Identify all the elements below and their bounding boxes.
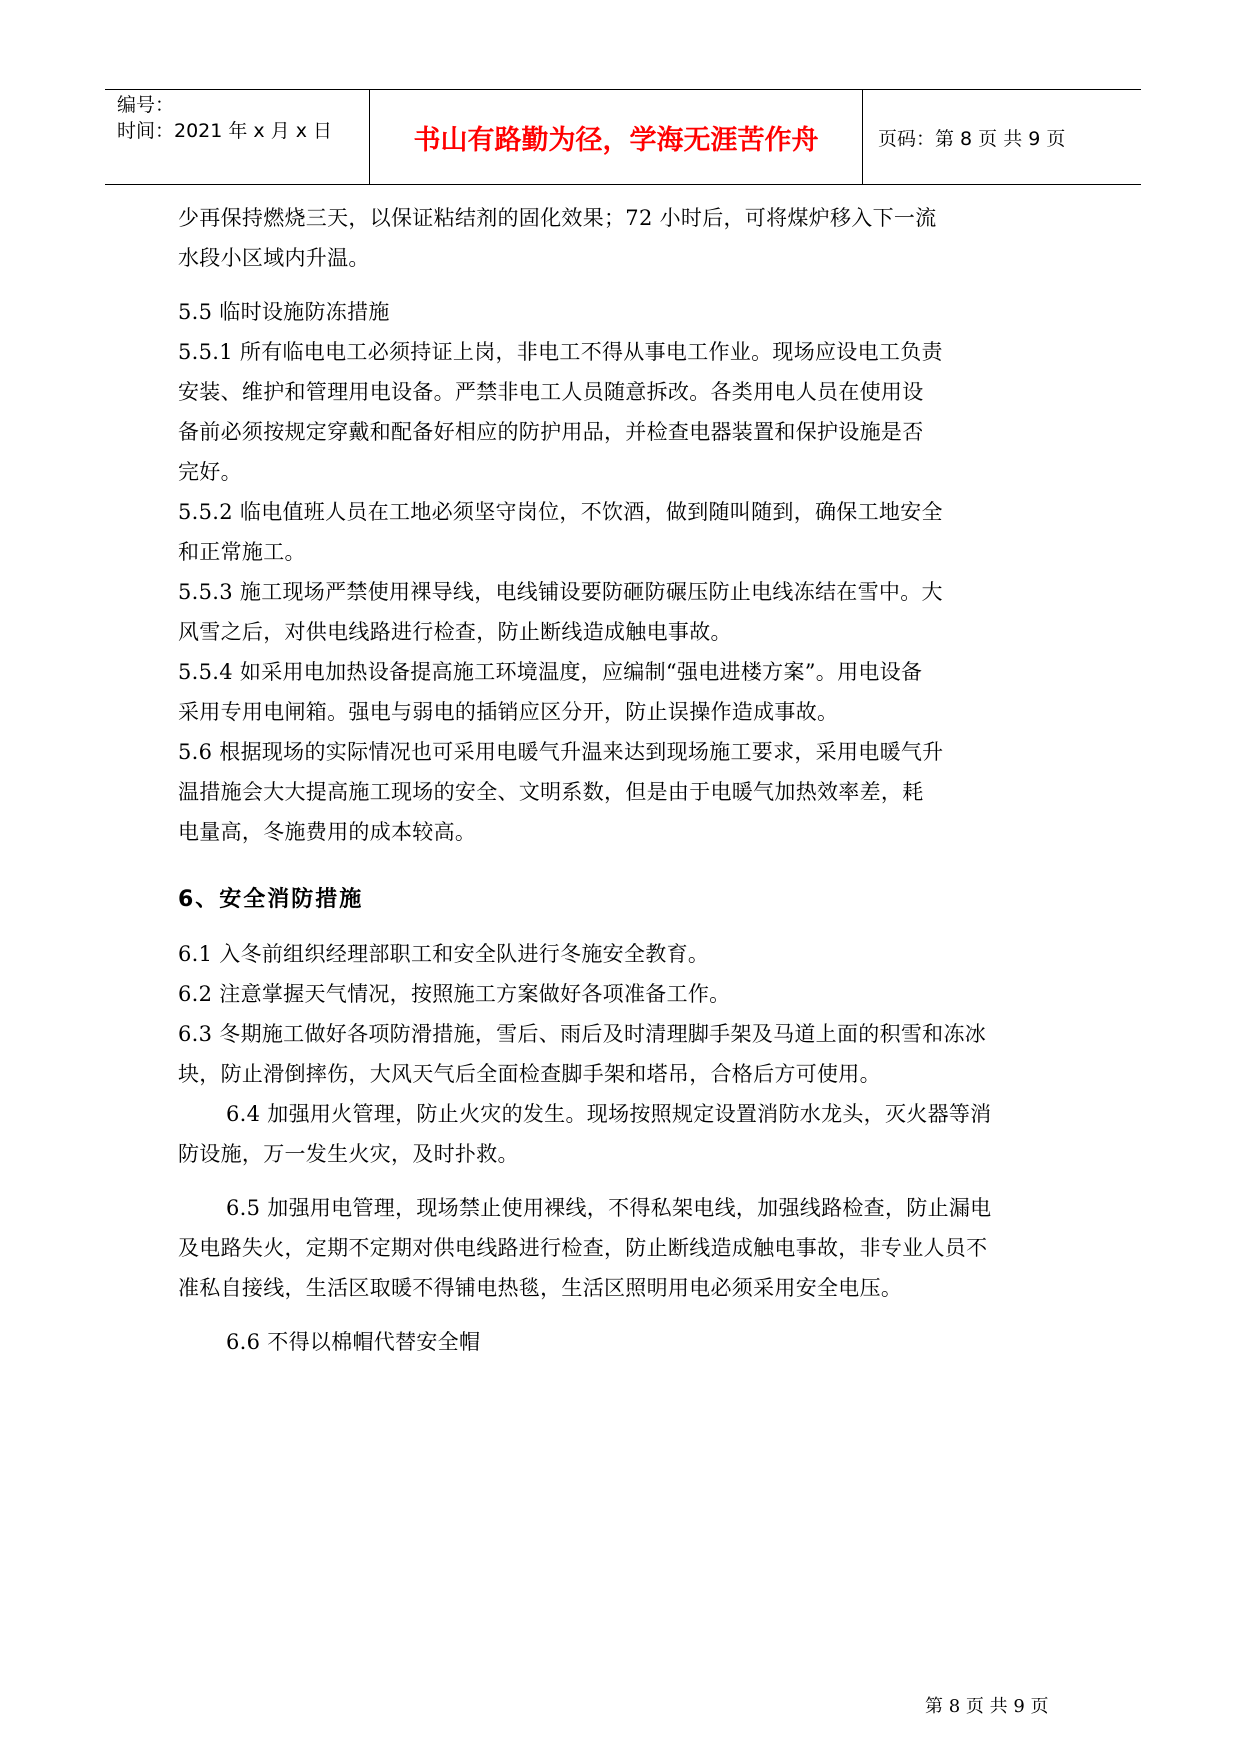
- document-number-label: 编号：: [117, 94, 175, 116]
- body-line: 6.5 加强用电管理，现场禁止使用裸线，不得私架电线，加强线路检查，防止漏电: [226, 1196, 992, 1220]
- body-line: 5.5.3 施工现场严禁使用裸导线，电线铺设要防砸防碾压防止电线冻结在雪中。大: [178, 580, 943, 604]
- body-line: 水段小区域内升温。: [178, 246, 370, 270]
- body-line: 和正常施工。: [178, 540, 306, 564]
- header-meta-cell: [105, 90, 370, 184]
- page-footer: 第 8 页 共 9 页: [925, 1696, 1049, 1717]
- body-line: 采用专用电闸箱。强电与弱电的插销应区分开，防止误操作造成事故。: [178, 700, 839, 724]
- body-line: 6.6 不得以棉帽代替安全帽: [226, 1330, 481, 1354]
- body-line: 电量高，冬施费用的成本较高。: [178, 820, 477, 844]
- page-header: [105, 89, 1141, 185]
- header-motto: 书山有路勤为径，学海无涯苦作舟: [413, 124, 819, 156]
- body-line: 安装、维护和管理用电设备。严禁非电工人员随意拆改。各类用电人员在使用设: [178, 380, 924, 404]
- body-line: 准私自接线，生活区取暖不得铺电热毯，生活区照明用电必须采用安全电压。: [178, 1276, 903, 1300]
- section-heading: 6、安全消防措施: [178, 887, 364, 912]
- subsection-title: 5.5 临时设施防冻措施: [178, 300, 390, 324]
- body-line: 5.5.1 所有临电电工必须持证上岗，非电工不得从事电工作业。现场应设电工负责: [178, 340, 943, 364]
- body-line: 5.5.2 临电值班人员在工地必须坚守岗位，不饮酒，做到随叫随到，确保工地安全: [178, 500, 943, 524]
- body-line: 完好。: [178, 460, 242, 484]
- body-line: 温措施会大大提高施工现场的安全、文明系数，但是由于电暖气加热效率差，耗: [178, 780, 924, 804]
- body-line: 防设施，万一发生火灾，及时扑救。: [178, 1142, 519, 1166]
- body-line: 风雪之后，对供电线路进行检查，防止断线造成触电事故。: [178, 620, 732, 644]
- body-line: 块，防止滑倒摔伤，大风天气后全面检查脚手架和塔吊，合格后方可使用。: [178, 1062, 881, 1086]
- document-time-label: 时间：2021 年 x 月 x 日: [117, 120, 333, 142]
- body-line: 少再保持燃烧三天，以保证粘结剂的固化效果；72 小时后，可将煤炉移入下一流: [178, 206, 937, 230]
- body-line: 6.1 入冬前组织经理部职工和安全队进行冬施安全教育。: [178, 942, 710, 966]
- body-line: 6.2 注意掌握天气情况，按照施工方案做好各项准备工作。: [178, 982, 731, 1006]
- body-line: 5.5.4 如采用电加热设备提高施工环境温度，应编制“强电进楼方案”。用电设备: [178, 660, 923, 684]
- header-page-info: 页码：第 8 页 共 9 页: [878, 127, 1066, 150]
- body-line: 6.3 冬期施工做好各项防滑措施，雪后、雨后及时清理脚手架及马道上面的积雪和冻冰: [178, 1022, 987, 1046]
- body-line: 备前必须按规定穿戴和配备好相应的防护用品，并检查电器装置和保护设施是否: [178, 420, 924, 444]
- body-line: 5.6 根据现场的实际情况也可采用电暖气升温来达到现场施工要求，采用电暖气升: [178, 740, 944, 764]
- body-line: 及电路失火，定期不定期对供电线路进行检查，防止断线造成触电事故，非专业人员不: [178, 1236, 988, 1260]
- header-motto-cell: [370, 90, 863, 184]
- body-line: 6.4 加强用火管理，防止火灾的发生。现场按照规定设置消防水龙头，灭火器等消: [226, 1102, 992, 1126]
- document-body: [178, 198, 1078, 1362]
- header-page-cell: [863, 90, 1141, 184]
